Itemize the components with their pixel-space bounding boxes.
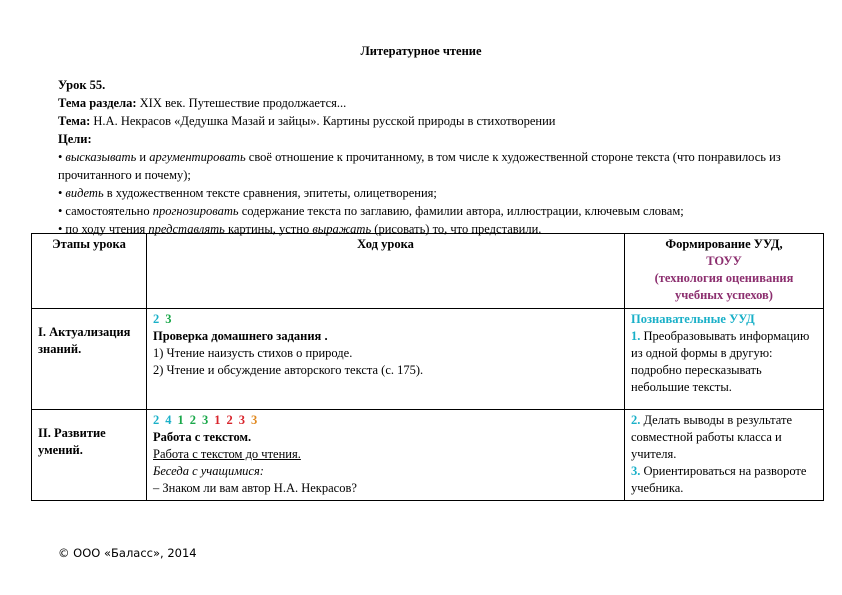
- task-numbers: 2 4 1 2 3 1 2 3 3: [153, 413, 258, 427]
- header-touu: ТОУУ: [706, 254, 742, 268]
- course-item: 2) Чтение и обсуждение авторского текста (с. 175).: [153, 363, 424, 377]
- stage-cell: I. Актуализация знаний.: [32, 309, 147, 410]
- course-cell: [147, 410, 625, 501]
- lesson-table: [31, 233, 824, 501]
- table-header-row: [32, 234, 824, 309]
- lesson-header: [58, 76, 798, 238]
- uud-text: 1. Преобразовывать информацию из одной формы в другую: подробно пересказывать небольшие тексты.: [631, 329, 810, 394]
- section-value: XIX век. Путешествие продолжается...: [136, 96, 347, 110]
- header-course: Ход урока: [147, 234, 625, 309]
- uud-text: 2. Делать выводы в результате совместной работы класса и учителя.: [631, 413, 793, 461]
- header-uud: [625, 234, 824, 309]
- topic-label: Тема:: [58, 114, 91, 128]
- section-label: Тема раздела:: [58, 96, 137, 110]
- stage-cell: II. Развитие умений.: [32, 410, 147, 501]
- table-row: [32, 309, 824, 410]
- topic-line: [58, 112, 798, 130]
- header-stages: Этапы урока: [32, 234, 147, 309]
- uud-text: 3. Ориентироваться на развороте учебника.: [631, 464, 807, 495]
- course-subheading: Работа с текстом до чтения.: [153, 447, 301, 461]
- conversation-label: Беседа с учащимися:: [153, 464, 264, 478]
- footer-copyright: © ООО «Баласс», 2014: [58, 546, 197, 560]
- section-line: [58, 94, 798, 112]
- topic-value: Н.А. Некрасов «Дедушка Мазай и зайцы». Картины русской природы в стихотворении: [90, 114, 556, 128]
- uud-cell: [625, 410, 824, 501]
- table-row: [32, 410, 824, 501]
- uud-cell: [625, 309, 824, 410]
- lesson-number: Урок 55.: [58, 78, 106, 92]
- goal-item: • самостоятельно прогнозировать содержание текста по заглавию, фамилии автора, иллюстрации, ключевым словам;: [58, 202, 798, 220]
- document-title: Литературное чтение: [360, 44, 482, 58]
- goal-item: • видеть в художественном тексте сравнения, эпитеты, олицетворения;: [58, 184, 798, 202]
- goals-label: Цели:: [58, 132, 92, 146]
- goal-item: • по ходу чтения представлять картины, устно выражать (рисовать) то, что представили.: [58, 220, 798, 238]
- header-uud-title: Формирование УУД,: [665, 237, 783, 251]
- course-heading: Проверка домашнего задания .: [153, 329, 328, 343]
- course-heading: Работа с текстом.: [153, 430, 252, 444]
- goal-item: • высказывать и аргументировать своё отношение к прочитанному, в том числе к художественной стороне текста (что понравилось из прочитанного и почему);: [58, 148, 798, 184]
- uud-title: Познавательные УУД: [631, 312, 755, 326]
- course-item: 1) Чтение наизусть стихов о природе.: [153, 346, 353, 360]
- course-cell: [147, 309, 625, 410]
- header-tech: (технология оценивания учебных успехов): [654, 271, 794, 302]
- course-question: – Знаком ли вам автор Н.А. Некрасов?: [153, 481, 357, 495]
- task-numbers: 2 3: [153, 312, 172, 326]
